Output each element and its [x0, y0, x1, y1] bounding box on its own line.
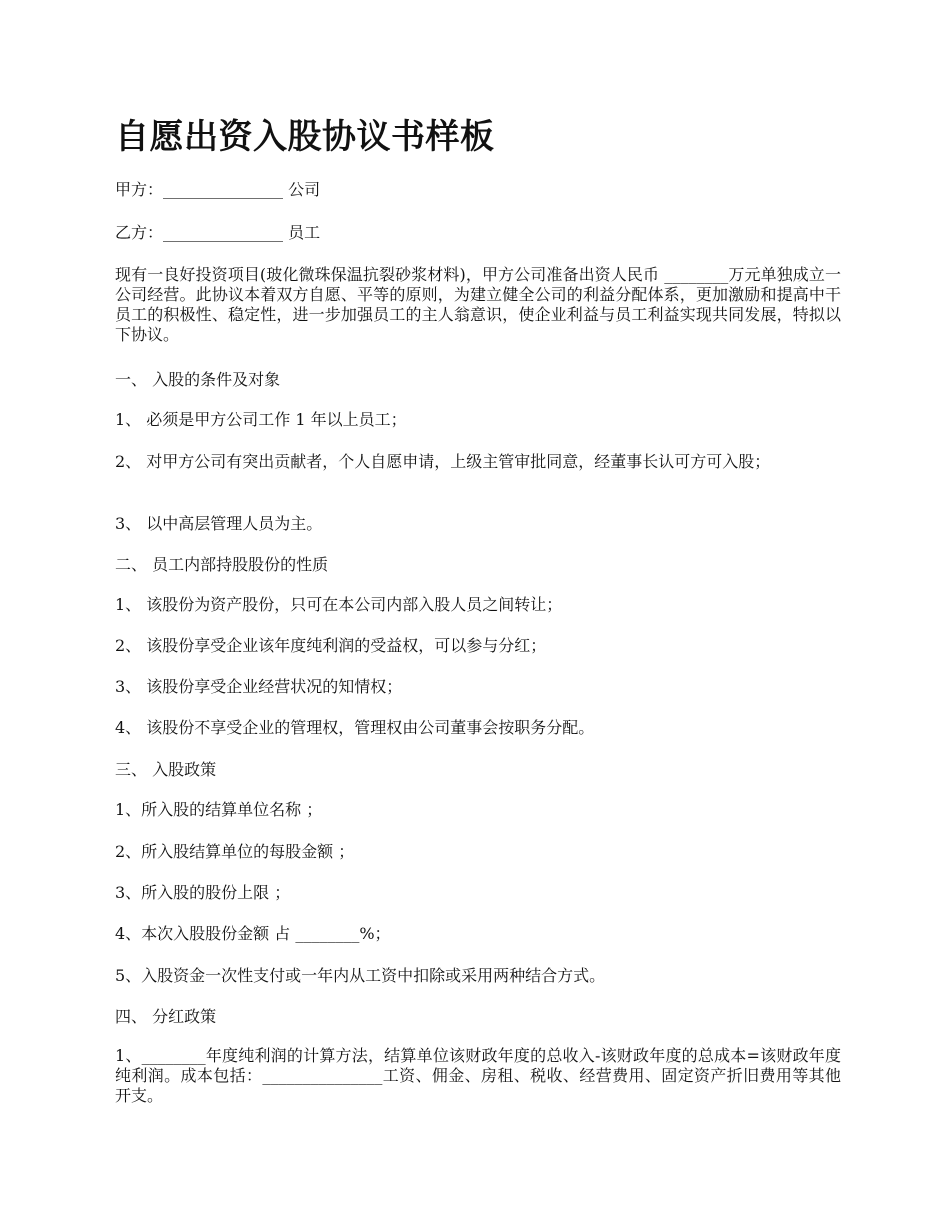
list-item: 2、 对甲方公司有突出贡献者，个人自愿申请，上级主管审批同意，经董事长认可方可入股；	[115, 452, 771, 471]
section-heading: 三、 入股政策	[115, 760, 217, 779]
list-item: 1、所入股的结算单位名称 ；	[115, 800, 323, 819]
party-b-line: 乙方：_______________ 员工	[115, 223, 321, 242]
list-item: 1、________年度纯利润的计算方法，结算单位该财政年度的总收入-该财政年度的总成本=该财政年度纯利润。成本包括：_______________工资、佣金、房租、税收、经营费用、固定资产折旧费用等其他开支。	[115, 1046, 841, 1105]
list-item: 4、 该股份不享受企业的管理权，管理权由公司董事会按职务分配。	[115, 718, 595, 737]
section-heading: 二、 员工内部持股股份的性质	[115, 555, 329, 574]
list-item: 3、 以中高层管理人员为主。	[115, 514, 323, 533]
list-item: 1、 必须是甲方公司工作 1 年以上员工；	[115, 410, 407, 429]
section-heading: 一、 入股的条件及对象	[115, 370, 281, 389]
document-title: 自愿出资入股协议书样板	[115, 117, 495, 157]
list-item: 2、 该股份享受企业该年度纯利润的受益权，可以参与分红；	[115, 636, 547, 655]
intro-paragraph: 现有一良好投资项目(玻化微珠保温抗裂砂浆材料)，甲方公司准备出资人民币 ________万元单独成立一公司经营。此协议本着双方自愿、平等的原则，为建立健全公司的利益分配体系，更加激励和提高中干员工的积极性、稳定性，进一步加强员工的主人翁意识，使企业利益与员工利益实现共同发展，特拟以下协议。	[115, 265, 841, 344]
list-item: 2、所入股结算单位的每股金额 ；	[115, 842, 355, 861]
section-heading: 四、 分红政策	[115, 1007, 217, 1026]
list-item: 5、入股资金一次性支付或一年内从工资中扣除或采用两种结合方式。	[115, 966, 606, 985]
list-item: 3、 该股份享受企业经营状况的知情权；	[115, 677, 403, 696]
list-item: 3、所入股的股份上限 ；	[115, 883, 291, 902]
list-item: 4、本次入股股份金额 占 ________%；	[115, 924, 391, 943]
list-item: 1、 该股份为资产股份，只可在本公司内部入股人员之间转让；	[115, 595, 563, 614]
party-a-line: 甲方：_______________ 公司	[115, 180, 321, 199]
